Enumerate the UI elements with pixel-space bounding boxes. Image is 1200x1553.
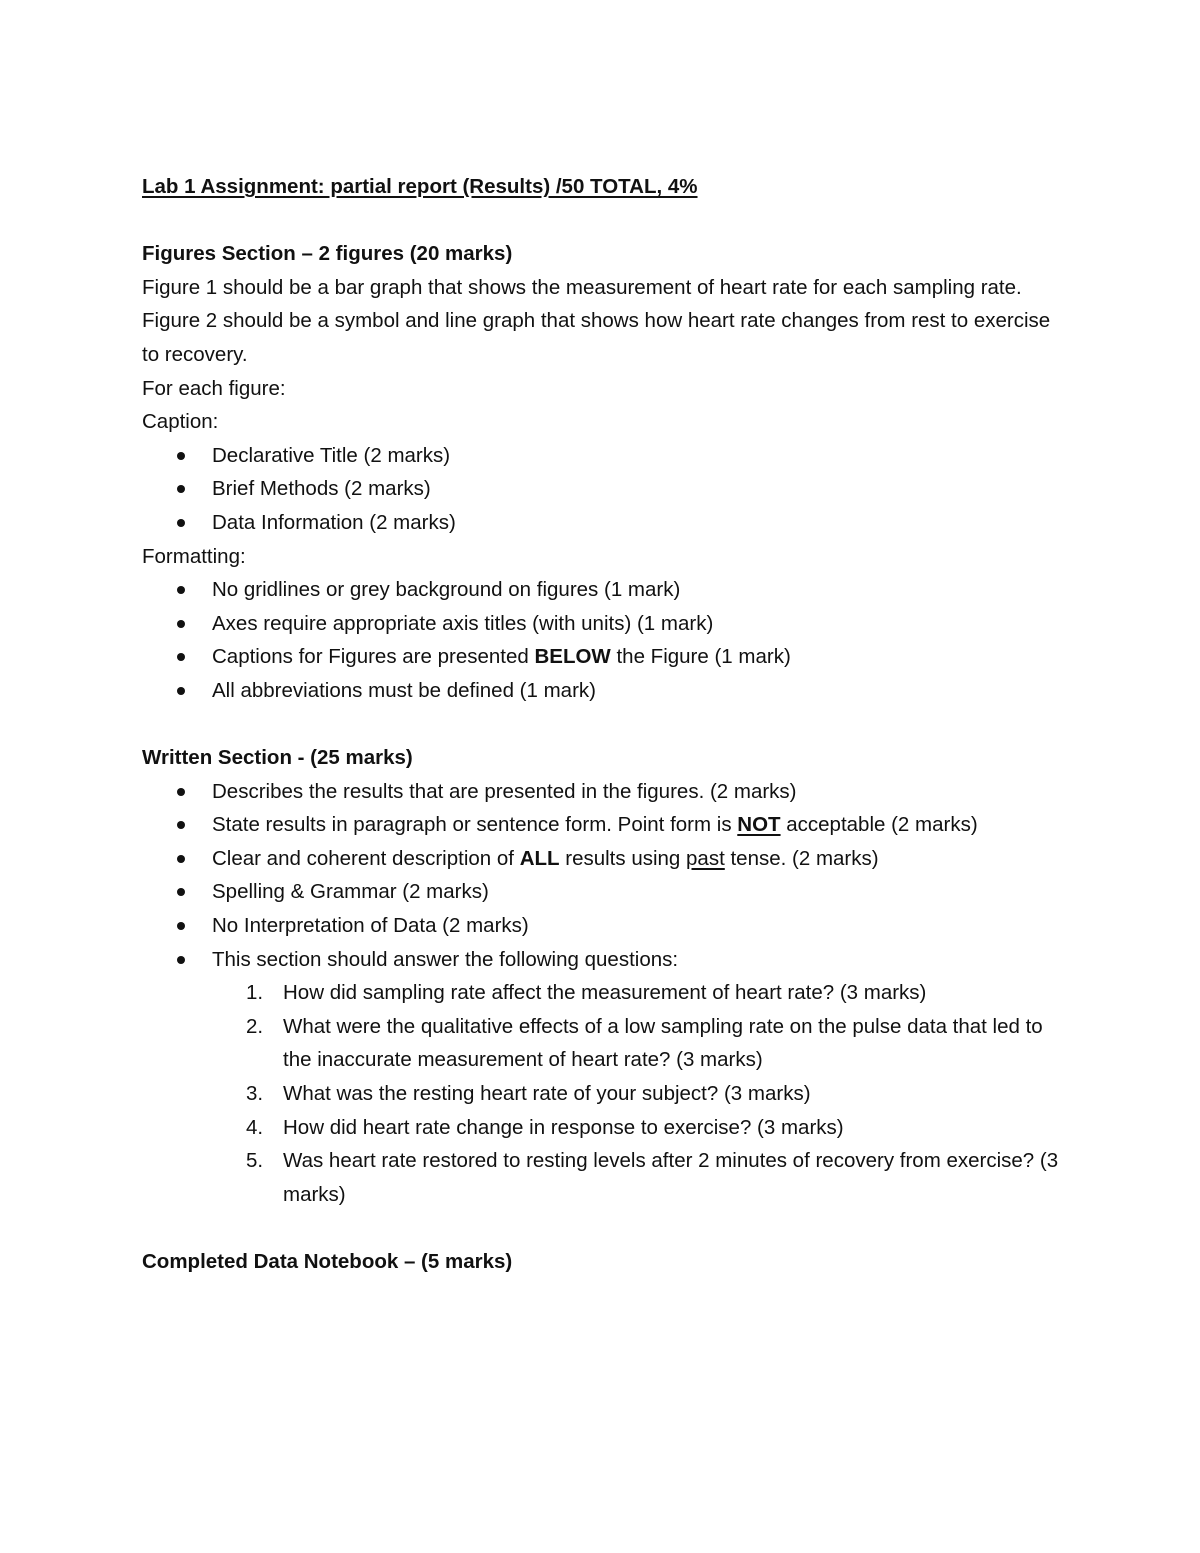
list-item-text: Captions for Figures are presented [212,645,535,669]
written-requirements-list [142,775,1060,977]
list-item: All abbreviations must be defined (1 mark) [142,674,1060,708]
figures-section-heading: Figures Section – 2 figures (20 marks) [142,242,513,266]
list-item-text: the Figure (1 mark) [610,645,791,669]
questions-list [212,976,1060,1211]
list-item: This section should answer the following questions: [142,943,1060,977]
list-item [142,808,1060,842]
question-text: How did heart rate change in response to exercise? (3 marks) [283,1115,844,1139]
list-item-text: Clear and coherent description of [212,846,520,870]
question-number: 1. [246,981,264,1005]
question-item [212,1010,1060,1077]
written-section-heading: Written Section - (25 marks) [142,746,413,770]
question-text: What was the resting heart rate of your subject? (3 marks) [283,1082,811,1106]
caption-label: Caption: [142,410,219,434]
section-spacer [142,1211,1060,1245]
list-item [142,842,1060,876]
section-spacer [142,708,1060,742]
question-item [212,1111,1060,1145]
emphasis-text: ALL [519,846,560,870]
question-item [212,1077,1060,1111]
list-item [142,640,1060,674]
list-item: Axes require appropriate axis titles (with units) (1 mark) [142,607,1060,641]
formatting-label: Formatting: [142,544,246,568]
figure-1-description: Figure 1 should be a bar graph that shows the measurement of heart rate for each sampling rate. [142,275,1022,299]
question-number: 2. [246,1014,264,1038]
list-item: Spelling & Grammar (2 marks) [142,875,1060,909]
figure-2-description: Figure 2 should be a symbol and line graph that shows how heart rate changes from rest to exercise to recovery. [142,309,1051,366]
question-text: Was heart rate restored to resting levels after 2 minutes of recovery from exercise? (3 marks) [283,1149,1059,1206]
notebook-section-heading: Completed Data Notebook – (5 marks) [142,1250,513,1273]
document-title: Lab 1 Assignment: partial report (Results) /50 TOTAL, 4% [142,175,698,198]
list-item: Data Information (2 marks) [142,506,1060,540]
question-text: How did sampling rate affect the measurement of heart rate? (3 marks) [283,981,927,1005]
list-item-text: tense. (2 marks) [724,846,879,870]
question-number: 3. [246,1082,264,1106]
question-item [212,1144,1060,1211]
question-number: 4. [246,1115,264,1139]
formatting-list [142,573,1060,707]
list-item: Brief Methods (2 marks) [142,472,1060,506]
list-item-text: acceptable (2 marks) [780,813,978,837]
list-item: Declarative Title (2 marks) [142,439,1060,473]
list-item: No Interpretation of Data (2 marks) [142,909,1060,943]
caption-list [142,439,1060,540]
question-number: 5. [246,1149,264,1173]
question-text: What were the qualitative effects of a low sampling rate on the pulse data that led to the inaccurate measurement of heart rate? (3 marks) [283,1014,1043,1072]
list-item-text: results using [559,846,687,870]
list-item: No gridlines or grey background on figures (1 mark) [142,573,1060,607]
underlined-text: past [686,846,725,870]
question-item [212,976,1060,1010]
list-item-text: State results in paragraph or sentence form. Point form is [212,813,738,837]
for-each-figure-label: For each figure: [142,376,286,400]
emphasis-text: BELOW [534,645,611,669]
list-item: Describes the results that are presented in the figures. (2 marks) [142,775,1060,809]
emphasis-text: NOT [737,813,781,837]
